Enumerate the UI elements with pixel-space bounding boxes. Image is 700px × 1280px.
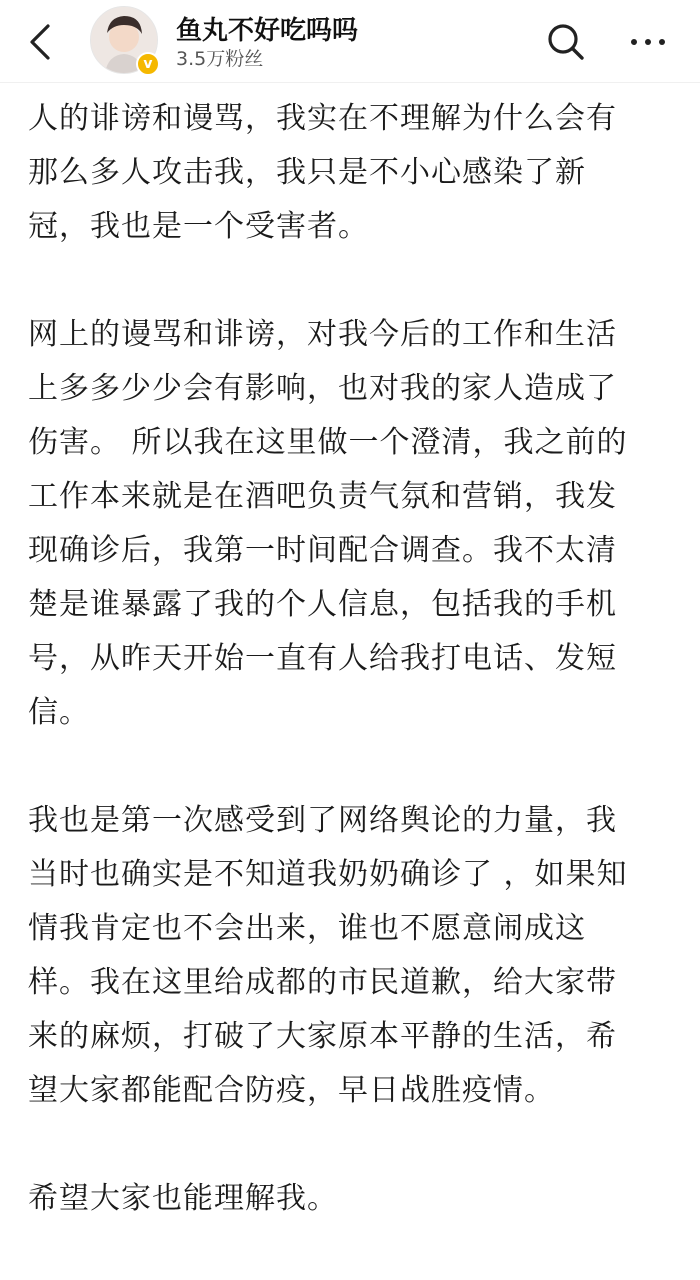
post-paragraph <box>28 308 678 740</box>
post-line: 人的诽谤和谩骂，我实在不理解为什么会有 <box>28 101 617 136</box>
more-horizontal-icon <box>622 22 674 62</box>
search-icon <box>542 18 590 66</box>
back-button[interactable] <box>22 20 62 64</box>
post-content <box>28 92 678 1280</box>
post-line: 楚是谁暴露了我的个人信息，包括我的手机 <box>28 587 617 622</box>
post-line: 工作本来就是在酒吧负责气氛和营销，我发 <box>28 479 617 514</box>
header-divider <box>0 82 700 83</box>
post-paragraph <box>28 1172 678 1226</box>
post-line: 我也是第一次感受到了网络舆论的力量，我 <box>28 803 617 838</box>
verified-badge: v <box>136 52 160 76</box>
follower-count[interactable]: 3.5万粉丝 <box>176 48 264 70</box>
post-line: 号，从昨天开始一直有人给我打电话、发短 <box>28 641 617 676</box>
post-line: 现确诊后，我第一时间配合调查。我不太清 <box>28 533 617 568</box>
post-paragraph <box>28 92 678 254</box>
post-paragraph <box>28 794 678 1118</box>
post-line: 那么多人攻击我，我只是不小心感染了新 <box>28 155 586 190</box>
more-options-button[interactable] <box>622 22 674 62</box>
user-name[interactable]: 鱼丸不好吃吗吗 <box>176 16 359 46</box>
post-line: 来的麻烦，打破了大家原本平静的生活，希 <box>28 1019 617 1054</box>
avatar-container[interactable] <box>90 6 158 74</box>
post-line: 冠，我也是一个受害者。 <box>28 209 369 244</box>
post-line: 当时也确实是不知道我奶奶确诊了 ，如果知 <box>28 857 628 892</box>
post-line: 希望大家也能理解我。 <box>28 1181 338 1216</box>
post-line: 情我肯定也不会出来，谁也不愿意闹成这 <box>28 911 586 946</box>
post-line: 网上的谩骂和诽谤，对我今后的工作和生活 <box>28 317 617 352</box>
post-line: 样。我在这里给成都的市民道歉，给大家带 <box>28 965 617 1000</box>
chevron-left-icon <box>22 20 62 64</box>
post-line: 望大家都能配合防疫，早日战胜疫情。 <box>28 1073 555 1108</box>
profile-header <box>0 0 700 84</box>
post-line: 伤害。 所以我在这里做一个澄清，我之前的 <box>28 425 628 460</box>
post-line: 信。 <box>28 695 90 730</box>
post-line: 上多多少少会有影响，也对我的家人造成了 <box>28 371 617 406</box>
search-button[interactable] <box>542 18 590 66</box>
